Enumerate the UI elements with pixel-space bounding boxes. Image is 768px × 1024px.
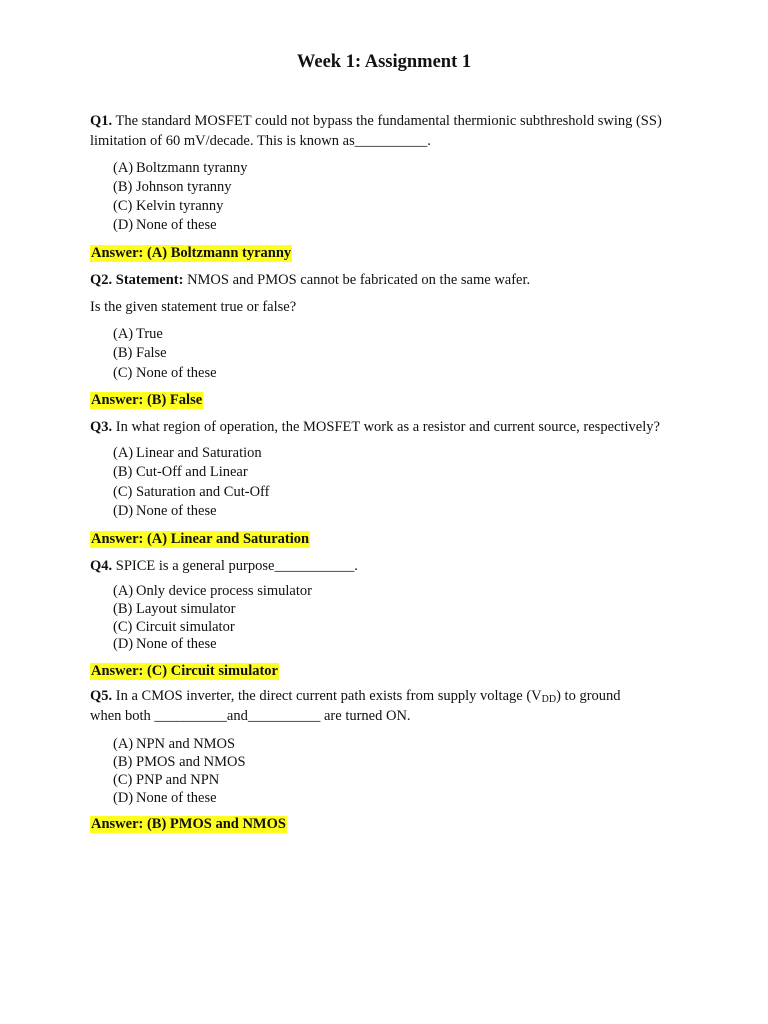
question-text: The standard MOSFET could not bypass the fundamental thermionic subthreshold swing (SS) — [115, 113, 662, 129]
option-c: (C) Circuit simulator — [113, 619, 235, 635]
question-5-line-2: when both __________and__________ are turned ON. — [90, 708, 411, 724]
question-number: Q4. — [90, 558, 113, 574]
option-a: (A) Boltzmann tyranny — [113, 160, 248, 176]
option-d: (D) None of these — [113, 636, 217, 652]
option-b: (B) Johnson tyranny — [113, 179, 232, 195]
option-c: (C) Saturation and Cut-Off — [113, 484, 270, 500]
option-c: (C) Kelvin tyranny — [113, 198, 224, 214]
question-number: Q1. — [90, 113, 113, 129]
option-b: (B) Cut-Off and Linear — [113, 464, 248, 480]
option-b: (B) Layout simulator — [113, 601, 236, 617]
option-b: (B) PMOS and NMOS — [113, 754, 246, 770]
option-d: (D) None of these — [113, 790, 217, 806]
option-b: (B) False — [113, 345, 167, 361]
answer-highlight: Answer: (B) False — [91, 392, 203, 408]
question-4-line-1 — [90, 558, 358, 575]
question-text: NMOS and PMOS cannot be fabricated on the same wafer. — [187, 272, 531, 288]
option-a: (A) Linear and Saturation — [113, 445, 262, 461]
answer-highlight: Answer: (A) Linear and Saturation — [91, 531, 310, 547]
question-1-line-2: limitation of 60 mV/decade. This is known as__________. — [90, 133, 431, 149]
option-a: (A) True — [113, 326, 163, 342]
option-c: (C) PNP and NPN — [113, 772, 220, 788]
question-5-line-1: Q5. In a CMOS inverter, the direct current path exists from supply voltage $(V_{DD})$ to ground — [90, 688, 621, 705]
question-3-line-1 — [90, 419, 660, 436]
question-number: Q2. — [90, 272, 113, 288]
question-number: Q5. — [90, 688, 113, 704]
subscript-dd: DD — [541, 694, 557, 705]
option-c: (C) None of these — [113, 365, 217, 381]
question-text: SPICE is a general purpose___________. — [115, 558, 358, 574]
answer-highlight: Answer: (B) PMOS and NMOS — [91, 816, 286, 832]
statement-label: Statement: — [115, 272, 184, 288]
question-1-line-1 — [90, 113, 662, 130]
option-d: (D) None of these — [113, 217, 217, 233]
question-number: Q3. — [90, 419, 113, 435]
question-2-line-2: Is the given statement true or false? — [90, 299, 297, 315]
answer-highlight: Answer: (A) Boltzmann tyranny — [91, 245, 292, 261]
option-d: (D) None of these — [113, 503, 217, 519]
question-text: In what region of operation, the MOSFET work as a resistor and current source, respectively? — [115, 419, 660, 435]
option-a: (A) Only device process simulator — [113, 583, 312, 599]
page-title: Week 1: Assignment 1 — [296, 52, 472, 72]
option-a: (A) NPN and NMOS — [113, 736, 236, 752]
question-2-line-1 — [90, 272, 530, 289]
answer-highlight: Answer: (C) Circuit simulator — [91, 663, 278, 679]
